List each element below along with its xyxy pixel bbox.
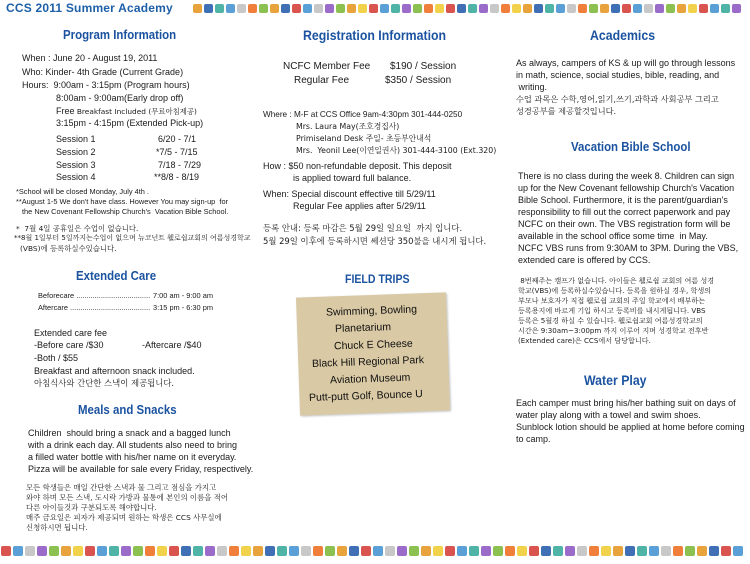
puzzle-piece	[446, 4, 455, 13]
puzzle-piece	[732, 4, 741, 13]
puzzle-piece	[556, 4, 565, 13]
puzzle-piece	[673, 546, 683, 556]
puzzle-piece	[337, 546, 347, 556]
puzzle-piece	[649, 546, 659, 556]
puzzle-piece	[578, 4, 587, 13]
puzzle-piece	[217, 546, 227, 556]
session-dates: 7/18 - 7/29	[158, 160, 202, 170]
extended-fee-before: -Before care /$30	[34, 340, 104, 350]
puzzle-piece	[644, 4, 653, 13]
vbs-ko-3: 부모나 보호자가 직접 휄로쉽 교회의 주일 학교에서 배부하는	[518, 296, 706, 305]
puzzle-piece	[380, 4, 389, 13]
puzzle-piece	[133, 546, 143, 556]
puzzle-piece	[505, 546, 515, 556]
puzzle-piece	[361, 546, 371, 556]
puzzle-border-bottom	[0, 545, 750, 559]
puzzle-piece	[358, 4, 367, 13]
puzzle-piece	[469, 546, 479, 556]
puzzle-piece	[512, 4, 521, 13]
vbs-text-1: There is no class during the week 8. Children can sign	[518, 171, 735, 181]
puzzle-piece	[241, 546, 251, 556]
puzzle-piece	[677, 4, 686, 13]
puzzle-piece	[1, 546, 11, 556]
free-label: Free	[56, 106, 75, 116]
puzzle-piece	[501, 4, 510, 13]
brochure-title: CCS 2011 Summer Academy	[6, 1, 173, 15]
puzzle-piece	[303, 4, 312, 13]
puzzle-piece	[541, 546, 551, 556]
puzzle-piece	[347, 4, 356, 13]
puzzle-piece	[421, 546, 431, 556]
puzzle-piece	[697, 546, 707, 556]
program-note-2: **August 1-5 We don't have class. However You may sign-up for	[16, 197, 229, 206]
puzzle-piece	[397, 546, 407, 556]
program-ko-1: * 7월 4일 공휴일은 수업이 없습니다.	[16, 224, 139, 233]
puzzle-piece	[633, 4, 642, 13]
puzzle-piece	[611, 4, 620, 13]
water-text-4: to camp.	[516, 434, 551, 444]
vbs-text-6: available in the school office some time in May.	[518, 231, 708, 241]
vbs-ko-5: 등록은 5월경 하실 수 있습니다. 휄로쉽교회 여름성경학교의	[518, 316, 703, 325]
program-hours-1: Hours: 9:00am - 3:15pm (Program hours)	[22, 80, 190, 90]
how-line-2: is applied toward full balance.	[293, 173, 412, 183]
puzzle-piece	[457, 546, 467, 556]
water-text-2: water play along with a towel and swim shoes.	[516, 410, 701, 420]
puzzle-piece	[181, 546, 191, 556]
puzzle-piece	[534, 4, 543, 13]
puzzle-piece	[169, 546, 179, 556]
water-text-1: Each camper must bring his/her bathing suit on days of	[516, 398, 736, 408]
puzzle-piece	[577, 546, 587, 556]
program-who: Who: Kinder- 4th Grade (Current Grade)	[22, 67, 184, 77]
water-text-3: Sunblock lotion should be applied at home before coming	[516, 422, 745, 432]
meals-ko-2: 와야 하며 모든 스낵, 도시락 가방과 물통에 본인의 이름을 적어	[26, 493, 228, 502]
puzzle-piece	[479, 4, 488, 13]
puzzle-piece	[109, 546, 119, 556]
puzzle-piece	[435, 4, 444, 13]
puzzle-piece	[37, 546, 47, 556]
puzzle-piece	[281, 4, 290, 13]
extended-fee-after: -Aftercare /$40	[142, 340, 202, 350]
puzzle-piece	[493, 546, 503, 556]
aftercare-time: 3:15 pm - 6:30 pm	[153, 303, 213, 312]
puzzle-piece	[600, 4, 609, 13]
when-line-2: Regular Fee applies after 5/29/11	[293, 201, 426, 211]
puzzle-piece	[523, 4, 532, 13]
academics-text-2: in math, science, social studies, bible, reading, and	[516, 70, 720, 80]
puzzle-piece	[204, 4, 213, 13]
puzzle-piece	[517, 546, 527, 556]
puzzle-piece	[391, 4, 400, 13]
puzzle-piece	[253, 546, 263, 556]
puzzle-piece	[565, 546, 575, 556]
puzzle-piece	[13, 546, 23, 556]
vbs-text-4: responsibility to fill out the correct paperwork and pay	[518, 207, 731, 217]
meals-ko-3: 다른 아이들것과 구분되도록 해야합니다.	[26, 503, 157, 512]
puzzle-piece	[157, 546, 167, 556]
vbs-text-8: extended care is offered by CCS.	[518, 255, 651, 265]
meals-text-2: with a drink each day. All students also need to bring	[28, 440, 237, 450]
puzzle-piece	[145, 546, 155, 556]
meals-ko-1: 모든 학생들은 매일 간단한 스낵과 물 그리고 점심을 가지고	[26, 483, 217, 492]
puzzle-border-top	[192, 3, 747, 15]
member-fee-value: $190 / Session	[390, 61, 457, 72]
puzzle-piece	[97, 546, 107, 556]
puzzle-piece	[265, 546, 275, 556]
puzzle-piece	[688, 4, 697, 13]
when-line-1: When: Special discount effective till 5/29/11	[263, 189, 436, 199]
field-trip-item: Black Hill Regional Park	[311, 354, 425, 370]
regular-fee-value: $350 / Session	[385, 75, 452, 86]
session-row	[56, 172, 96, 182]
beforecare-label: Beforecare ....................................	[38, 291, 151, 300]
extended-fee-both: -Both / $55	[34, 353, 79, 363]
puzzle-piece	[325, 4, 334, 13]
registration-heading: Registration Information	[303, 27, 447, 43]
program-note-1: *School will be closed Monday, July 4th .	[16, 187, 149, 196]
extended-snack: Breakfast and afternoon snack included.	[34, 366, 195, 376]
puzzle-piece	[567, 4, 576, 13]
program-heading: Program Information	[63, 27, 177, 42]
field-trip-item: Swimming, Bowling	[325, 303, 418, 319]
program-note-3: the New Covenant Fellowship Church's Vacation Bible School.	[22, 207, 229, 216]
puzzle-piece	[655, 4, 664, 13]
puzzle-piece	[289, 546, 299, 556]
academics-text-1: As always, campers of KS & up will go through lessons	[516, 58, 736, 68]
puzzle-piece	[409, 546, 419, 556]
puzzle-piece	[301, 546, 311, 556]
puzzle-piece	[336, 4, 345, 13]
puzzle-piece	[259, 4, 268, 13]
session-row	[56, 134, 96, 144]
academics-heading: Academics	[590, 27, 656, 43]
puzzle-piece	[468, 4, 477, 13]
puzzle-piece	[49, 546, 59, 556]
puzzle-piece	[721, 546, 731, 556]
puzzle-piece	[292, 4, 301, 13]
meals-text-3: a filled water bottle with his/her name on it everyday.	[28, 452, 237, 462]
puzzle-piece	[589, 546, 599, 556]
puzzle-piece	[710, 4, 719, 13]
puzzle-piece	[545, 4, 554, 13]
academics-ko-2: 성경공부를 제공할것입니다.	[516, 106, 617, 116]
beforecare-time: 7:00 am - 9:00 am	[153, 291, 213, 300]
puzzle-piece	[314, 4, 323, 13]
puzzle-piece	[121, 546, 131, 556]
puzzle-piece	[553, 546, 563, 556]
puzzle-piece	[413, 4, 422, 13]
field-trip-item: Chuck E Cheese	[333, 337, 413, 353]
meals-heading: Meals and Snacks	[78, 402, 177, 417]
vbs-ko-6: 시간은 9:30am~3:00pm 까지 이루어 지며 성경학교 전후반	[518, 326, 709, 335]
aftercare-label: Aftercare .......................................	[38, 303, 151, 312]
puzzle-piece	[229, 546, 239, 556]
vbs-text-3: Bible School. Furthermore, it is the parent/guardian's	[518, 195, 728, 205]
puzzle-piece	[721, 4, 730, 13]
puzzle-piece	[709, 546, 719, 556]
puzzle-piece	[61, 546, 71, 556]
puzzle-piece	[685, 546, 695, 556]
session-name: Session 4	[56, 172, 96, 182]
puzzle-piece	[385, 546, 395, 556]
puzzle-piece	[490, 4, 499, 13]
academics-ko-1: 수업 과목은 수학,영어,읽기,쓰기,과학과 사회공부 그리고	[516, 94, 719, 104]
puzzle-piece	[226, 4, 235, 13]
where-line-2: Mrs. Laura May(조호경집사)	[296, 122, 400, 131]
session-name: Session 3	[56, 160, 96, 170]
puzzle-piece	[237, 4, 246, 13]
puzzle-piece	[325, 546, 335, 556]
program-ko-2: **8월 1일부터 5일까지는수업이 없으며 뉴코넌트 휄로쉽교회의 여름성경학교	[14, 234, 251, 242]
puzzle-piece	[313, 546, 323, 556]
where-line-1: Where : M-F at CCS Office 9am-4:30pm 301-444-0250	[263, 110, 463, 119]
puzzle-piece	[85, 546, 95, 556]
how-line-1: How : $50 non-refundable deposit. This deposit	[263, 161, 452, 171]
puzzle-piece	[215, 4, 224, 13]
meals-ko-4: 매주 금요일은 피자가 제공되며 원하는 학생은 CCS 사무실에	[26, 513, 222, 522]
regular-fee-label: Regular Fee	[294, 75, 350, 86]
puzzle-piece	[622, 4, 631, 13]
puzzle-piece	[457, 4, 466, 13]
puzzle-piece	[205, 546, 215, 556]
program-hours-2: 8:00am - 9:00am(Early drop off)	[56, 93, 184, 103]
puzzle-piece	[637, 546, 647, 556]
puzzle-piece	[481, 546, 491, 556]
academics-text-3: writing.	[516, 82, 548, 92]
session-dates: *7/5 - 7/15	[156, 147, 198, 157]
vbs-text-2: up for the New Covenant fellowship Church's Vacation	[518, 183, 735, 193]
extended-fee-title: Extended care fee	[34, 328, 108, 338]
extended-snack-ko: 아침식사와 간단한 스낵이 제공됩니다.	[34, 378, 175, 388]
puzzle-piece	[248, 4, 257, 13]
meals-text-4: Pizza will be available for sale every Friday, respectively.	[28, 464, 254, 474]
vbs-text-7: NCFC VBS runs from 9:30AM to 3PM. During the VBS,	[518, 243, 739, 253]
registration-ko-1: 등록 안내: 등록 마감은 5월 29일 일요일 까지 입니다.	[263, 223, 463, 233]
program-hours-4: 3:15pm - 4:15pm (Extended Pick-up)	[56, 118, 204, 128]
session-row	[56, 160, 96, 170]
field-trips-heading: FIELD TRIPS	[345, 272, 410, 286]
puzzle-piece	[699, 4, 708, 13]
vbs-ko-1: 8번째주는 캠프가 없습니다. 아이들은 휄로쉽 교회의 여름 성경	[518, 276, 715, 285]
session-dates: **8/8 - 8/19	[154, 172, 200, 182]
puzzle-piece	[733, 546, 743, 556]
meals-ko-5: 신청하시면 됩니다.	[26, 523, 88, 532]
registration-ko-2: 5월 29일 이후에 등록하시면 쎄션당 350불을 내시게 됩니다.	[263, 236, 487, 246]
puzzle-piece	[625, 546, 635, 556]
puzzle-piece	[25, 546, 35, 556]
puzzle-piece	[424, 4, 433, 13]
extended-heading: Extended Care	[76, 268, 157, 283]
puzzle-piece	[661, 546, 671, 556]
puzzle-piece	[369, 4, 378, 13]
program-ko-3: (VBS)에 등록하실수있습니다.	[20, 244, 117, 253]
program-when: When : June 20 - August 19, 2011	[22, 53, 158, 63]
session-row	[56, 147, 96, 157]
session-name: Session 2	[56, 147, 96, 157]
vbs-ko-4: 등록용지에 바르게 기입 하시고 등록비를 내시게됩니다. VBS	[518, 306, 706, 315]
field-trip-item: Putt-putt Golf, Bounce U	[308, 388, 423, 404]
puzzle-piece	[402, 4, 411, 13]
puzzle-piece	[433, 546, 443, 556]
puzzle-piece	[270, 4, 279, 13]
puzzle-piece	[601, 546, 611, 556]
puzzle-piece	[277, 546, 287, 556]
meals-text-1: Children should bring a snack and a bagged lunch	[28, 428, 231, 438]
vbs-text-5: NCFC on their own. The VBS registration form will be	[518, 219, 731, 229]
vbs-heading: Vacation Bible School	[571, 139, 691, 154]
puzzle-piece	[529, 546, 539, 556]
field-trip-item: Planetarium	[334, 321, 392, 335]
session-name: Session 1	[56, 134, 96, 144]
session-dates: 6/20 - 7/1	[158, 134, 197, 144]
member-fee-label: NCFC Member Fee	[283, 61, 371, 72]
vbs-ko-7: (Extended care)은 CCS에서 담당합니다.	[518, 336, 651, 345]
puzzle-piece	[666, 4, 675, 13]
water-play-heading: Water Play	[584, 372, 647, 388]
field-trip-item: Aviation Museum	[329, 371, 411, 387]
puzzle-piece	[193, 4, 202, 13]
where-line-3: Primiseland Desk 주일- 초등부안내석	[296, 134, 432, 143]
puzzle-piece	[373, 546, 383, 556]
puzzle-piece	[73, 546, 83, 556]
puzzle-piece	[193, 546, 203, 556]
breakfast-note: Breakfast Included (무료아침제공)	[74, 107, 197, 116]
puzzle-piece	[445, 546, 455, 556]
puzzle-piece	[613, 546, 623, 556]
vbs-ko-2: 학교(VBS)에 등록하실수있습니다. 등록을 원하실 경우, 학생의	[518, 286, 712, 295]
puzzle-piece	[589, 4, 598, 13]
where-line-4: Mrs. Yeonil Lee(이연일권사) 301-444-3100 (Ext.320)	[296, 146, 497, 155]
puzzle-piece	[349, 546, 359, 556]
